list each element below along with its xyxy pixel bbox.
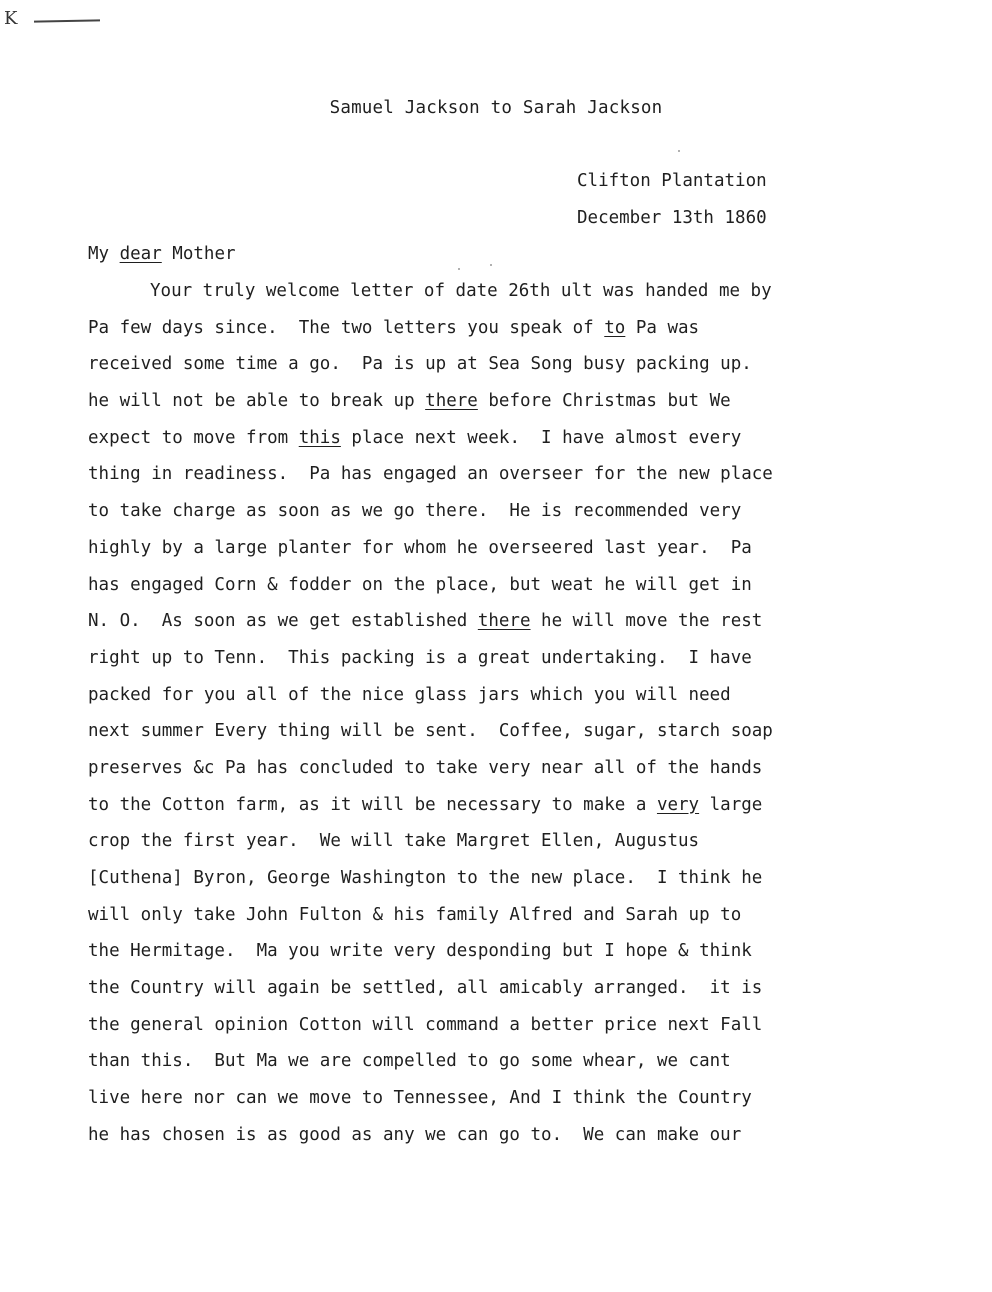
body-line: preserves &c Pa has concluded to take very near all of the hands bbox=[88, 757, 763, 778]
line-text-before: N. O. As soon as we get established bbox=[88, 611, 478, 632]
line-text-after: he will move the rest bbox=[530, 611, 763, 632]
body-line: will only take John Fulton & his family Alfred and Sarah up to bbox=[88, 904, 742, 925]
body-line: has engaged Corn & fodder on the place, but weat he will get in bbox=[88, 574, 752, 595]
paper-speck bbox=[458, 268, 460, 270]
line-text-before: Pa few days since. The two letters you speak of bbox=[88, 317, 605, 338]
corner-mark: K bbox=[4, 8, 18, 29]
body-line: to take charge as soon as we go there. He is recommended very bbox=[88, 501, 742, 522]
letter-date: December 13th 1860 bbox=[577, 208, 767, 228]
salutation-before: My bbox=[88, 244, 120, 264]
body-line bbox=[88, 317, 908, 354]
line-text-after: before Christmas but We bbox=[477, 391, 731, 412]
line-text-before: expect to move from bbox=[88, 427, 299, 448]
body-line bbox=[88, 610, 908, 647]
paper-speck bbox=[490, 264, 492, 266]
body-line: he has chosen is as good as any we can go to. We can make our bbox=[88, 1124, 742, 1145]
body-line: received some time a go. Pa is up at Sea Song busy packing up. bbox=[88, 354, 752, 375]
paper-speck bbox=[678, 150, 680, 152]
body-line: thing in readiness. Pa has engaged an overseer for the new place bbox=[88, 464, 773, 485]
corner-pen-stroke bbox=[34, 19, 100, 22]
underlined-word: this bbox=[298, 427, 341, 448]
body-line: crop the first year. We will take Margret Ellen, Augustus bbox=[88, 831, 700, 852]
body-line: [Cuthena] Byron, George Washington to the new place. I think he bbox=[88, 868, 763, 888]
underlined-word: to bbox=[604, 317, 626, 338]
body-line: live here nor can we move to Tennessee, And I think the Country bbox=[88, 1088, 752, 1109]
letter-place: Clifton Plantation bbox=[577, 171, 767, 191]
line-text-before: to the Cotton farm, as it will be necessary to make a bbox=[88, 794, 657, 815]
body-line: than this. But Ma we are compelled to go some whear, we cant bbox=[88, 1051, 731, 1072]
line-text-before: he will not be able to break up bbox=[88, 391, 426, 412]
line-text-after: large bbox=[699, 794, 763, 815]
body-line: highly by a large planter for whom he overseered last year. Pa bbox=[88, 537, 752, 558]
body-line: Your truly welcome letter of date 26th ult was handed me by bbox=[150, 281, 772, 301]
underlined-word: very bbox=[656, 794, 700, 815]
letter-title: Samuel Jackson to Sarah Jackson bbox=[329, 98, 663, 118]
line-text-after: Pa was bbox=[625, 317, 700, 338]
underlined-word: there bbox=[477, 611, 531, 632]
salutation-after: Mother bbox=[161, 244, 236, 264]
body-line: the general opinion Cotton will command a better price next Fall bbox=[88, 1014, 763, 1035]
body-line: right up to Tenn. This packing is a great undertaking. I have bbox=[88, 647, 752, 668]
underlined-word: there bbox=[425, 391, 478, 412]
body-line: the Country will again be settled, all amicably arranged. it is bbox=[88, 978, 763, 999]
body-line: packed for you all of the nice glass jars which you will need bbox=[88, 684, 731, 705]
body-line: the Hermitage. Ma you write very desponding but I hope & think bbox=[88, 941, 752, 962]
body-line bbox=[88, 390, 908, 427]
salutation-underlined: dear bbox=[119, 244, 162, 264]
body-line: next summer Every thing will be sent. Coffee, sugar, starch soap bbox=[88, 721, 773, 742]
letter-body bbox=[88, 280, 908, 1161]
body-line bbox=[88, 794, 908, 831]
line-text-after: place next week. I have almost every bbox=[340, 427, 742, 448]
salutation bbox=[88, 244, 236, 264]
body-line bbox=[88, 427, 908, 464]
